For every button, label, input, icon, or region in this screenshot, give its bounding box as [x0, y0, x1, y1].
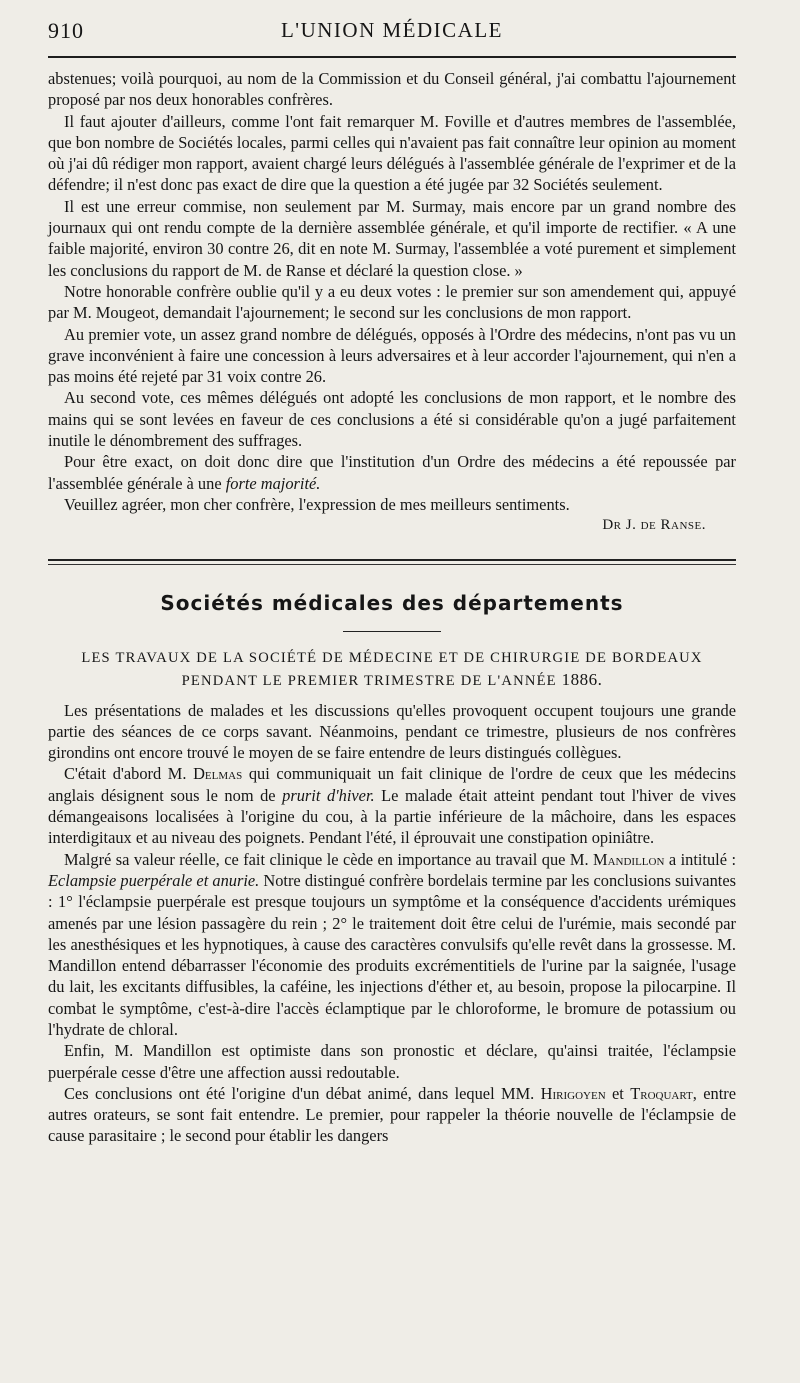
letter-paragraph: [48, 451, 736, 494]
emphasis-text: forte majorité.: [225, 473, 321, 493]
text-run: qui communiquait un fait clinique de l'ordre de ceux que les médecins anglais désignent sous le nom de: [48, 764, 737, 805]
article-title: [48, 648, 736, 692]
signature: [48, 515, 736, 536]
article-paragraph: Enfin, M. Mandillon est optimiste dans son pronostic et déclare, qu'ainsi traitée, l'éclampsie puerpérale cesse d'être une affection aussi redoutable.: [48, 1041, 736, 1082]
emphasis-text: prurit d'hiver.: [282, 785, 375, 805]
text-run: Pour être exact, on doit donc dire que l'institution d'un Ordre des médecins a été repoussée par l'assemblée générale à une: [48, 452, 736, 493]
person-name: Delmas: [193, 764, 243, 784]
letter-paragraph: Il faut ajouter d'ailleurs, comme l'ont fait remarquer M. Foville et d'autres membres de l'assemblée, que bon nombre de Sociétés locales, parmi celles qui n'avaient pas fait connaître leur opinion au moment où j'ai dû rédiger mon rapport, avaient chargé leurs délégués à l'assemblée générale de l'exprimer et de la défendre; il n'est donc pas exact de dire que la question a été jugée par 32 Sociétés seulement.: [48, 111, 736, 195]
text-run: a intitulé :: [664, 849, 737, 869]
person-name: Hirigoyen: [540, 1083, 606, 1103]
article-body: [48, 700, 736, 1147]
article-paragraph: [48, 849, 736, 1041]
article-paragraph: [48, 1083, 736, 1147]
text-run: Notre distingué confrère bordelais termine par les conclusions suivantes : 1° l'éclampsie puerpérale est presque toujours un symptôme et la conséquence d'accidents urémiques amenés par une lésion passagère du rein ; 2° le traitement doit être celui de l'urémie, mais secondé par les anesthésiques et les hypnotiques, à cause des caractères convulsifs qu'elle revêt dans la grossesse. M. Mandillon entend débarrasser l'économie des produits excrémentitiels de l'urine par la saignée, l'usage du lait, les excitants diffusibles, la caféine, les injections d'éther et, au besoin, propose la pilocarpine. Il combat le symptôme, c'est-à-dire l'accès éclamptique par le chloroforme, le bromure de potassium ou l'hydrate de chloral.: [48, 870, 736, 1039]
article-title-line-2: [48, 669, 736, 692]
text-run: , entre autres orateurs, se sont fait entendre. Le premier, pour rappeler la théorie nouvelle de l'éclampsie de cause parasitaire ; le second pour établir les dangers: [48, 1083, 736, 1146]
article-paragraph: Les présentations de malades et les discussions qu'elles provoquent occupent toujours une grande partie des séances de ce corps savant. Néanmoins, pendant ce trimestre, plusieurs de nos confrères girondins ont encore trouvé le moyen de se faire entendre de leurs distingués collègues.: [48, 700, 736, 763]
letter-paragraph: abstenues; voilà pourquoi, au nom de la Commission et du Conseil général, j'ai combattu l'ajournement proposé par nos deux honorables confrères.: [48, 69, 736, 110]
letter-body: [48, 68, 736, 537]
article-paragraph: [48, 763, 736, 848]
letter-paragraph: Notre honorable confrère oublie qu'il y a eu deux votes : le premier sur son amendement qui, appuyé par M. Mougeot, demandait l'ajournement; le second sur les conclusions de mon rapport.: [48, 281, 736, 323]
signature-text: Dr J. de Ranse.: [602, 517, 706, 534]
separator-thin-rule: [48, 564, 736, 565]
page-number: 910: [48, 18, 84, 43]
section-separator: [48, 559, 736, 565]
text-run: C'était d'abord M.: [64, 764, 194, 784]
text-run: Le malade était atteint pendant tout l'hiver de vives démangeaisons localisées à l'origine du cou, à la partie inférieure de la mâchoire, dans les espaces interdigitaux et au niveau des poignets. Pendant l'été, il éprouvait une constipation opiniâtre.: [48, 785, 736, 848]
person-name: Troquart: [630, 1083, 693, 1103]
letter-paragraph: Au second vote, ces mêmes délégués ont adopté les conclusions de mon rapport, et le nombre des mains qui se sont levées en faveur de ces conclusions a été si considérable qu'on a jugé parfaitement inutile le dénombrement des suffrages.: [48, 388, 736, 451]
text-run: et: [605, 1083, 631, 1103]
letter-paragraph: Au premier vote, un assez grand nombre de délégués, opposés à l'Ordre des médecins, n'ont pas vu un grave inconvénient à faire une concession à leurs adversaires et à leur accorder l'ajournement, qui n'en a pas moins été rejeté par 31 voix contre 26.: [48, 324, 736, 387]
emphasis-text: Eclampsie puerpérale et anurie.: [48, 870, 260, 890]
running-head: [48, 18, 736, 54]
title-underline: [343, 631, 441, 632]
separator-thick-rule: [48, 559, 736, 561]
journal-title: L'UNION MÉDICALE: [280, 18, 503, 42]
text-run: Ces conclusions ont été l'origine d'un débat animé, dans lequel MM.: [64, 1083, 541, 1103]
person-name: Mandillon: [593, 849, 665, 869]
text-run: Malgré sa valeur réelle, ce fait clinique le cède en importance au travail que M.: [64, 849, 593, 869]
header-rule: [48, 56, 736, 58]
article-year: 1886.: [561, 669, 603, 689]
section-title: Sociétés médicales des départements: [160, 590, 624, 615]
letter-paragraph: Il est une erreur commise, non seulement par M. Surmay, mais encore par un grand nombre des journaux qui ont rendu compte de la dernière assemblée générale, et qu'il importe de rectifier. « A une faible majorité, environ 30 contre 26, dit en note M. Surmay, l'assemblée a voté purement et simplement les conclusions du rapport de M. de Ranse et déclaré la question close. »: [48, 196, 736, 280]
letter-closing: Veuillez agréer, mon cher confrère, l'expression de mes meilleurs sentiments.: [64, 494, 570, 514]
article-title-text: PENDANT LE PREMIER TRIMESTRE DE L'ANNÉE: [181, 672, 557, 689]
article-title-line-1: LES TRAVAUX DE LA SOCIÉTÉ DE MÉDECINE ET DE CHIRURGIE DE BORDEAUX: [81, 649, 703, 666]
